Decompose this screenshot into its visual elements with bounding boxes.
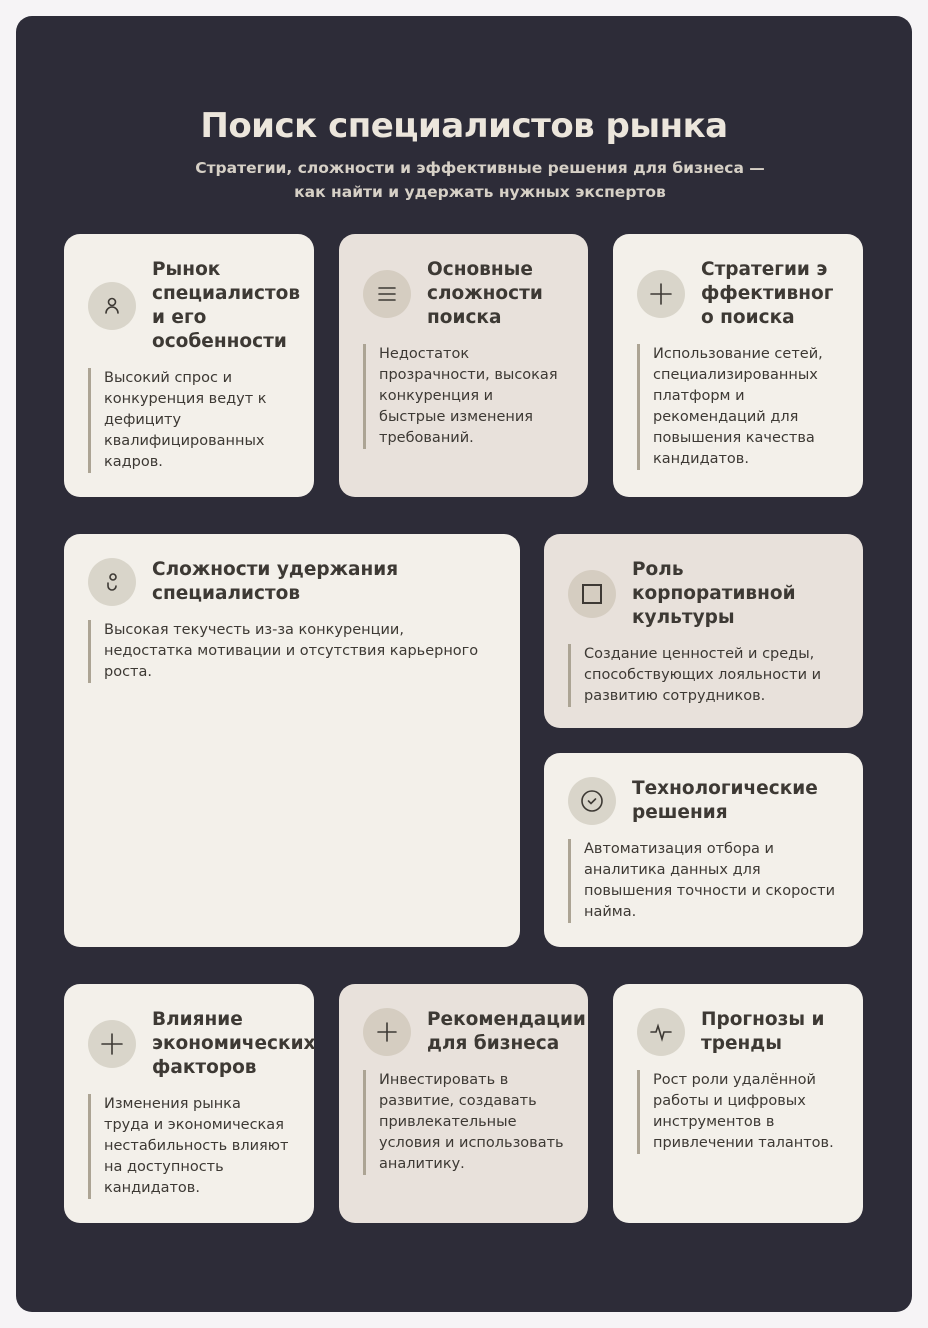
user-icon xyxy=(88,282,136,330)
plus-icon xyxy=(88,1020,136,1068)
card-text: Создание ценностей и среды, способствующих лояльности и развитию сотрудников. xyxy=(568,644,839,707)
card-text: Недостаток прозрачности, высокая конкуренция и быстрые изменения требований. xyxy=(363,344,564,449)
card-market xyxy=(64,234,314,497)
pulse-icon xyxy=(637,1008,685,1056)
card-text: Высокая текучесть из-за конкуренции, недостатка мотивации и отсутствия карьерного роста. xyxy=(88,620,496,683)
card-title: Стратегии эффективного поиска xyxy=(701,259,834,328)
card-recommendations xyxy=(339,984,588,1223)
card-trends xyxy=(613,984,863,1223)
card-technology xyxy=(544,753,863,947)
card-text: Высокий спрос и конкуренция ведут к дефициту квалифицированных кадров. xyxy=(88,368,290,473)
card-title: Основные сложности поиска xyxy=(427,259,543,328)
card-title: Рынок специалистов и его особенности xyxy=(152,259,301,352)
card-title: Роль корпоративной культуры xyxy=(632,559,796,628)
menu-icon xyxy=(363,270,411,318)
card-difficulties xyxy=(339,234,588,497)
check-circle-icon xyxy=(568,777,616,825)
card-text: Инвестировать в развитие, создавать привлекательные условия и использовать аналитику. xyxy=(363,1070,564,1175)
card-title: Технологические решения xyxy=(632,778,818,823)
card-title: Прогнозы и тренды xyxy=(701,1009,825,1054)
square-icon xyxy=(568,570,616,618)
card-title: Рекомендации для бизнеса xyxy=(427,1009,586,1054)
user-retention-icon xyxy=(88,558,136,606)
card-text: Автоматизация отбора и аналитика данных для повышения точности и скорости найма. xyxy=(568,839,839,923)
card-strategies xyxy=(613,234,863,497)
card-economy xyxy=(64,984,314,1223)
card-text: Изменения рынка труда и экономическая нестабильность влияют на доступность кандидатов. xyxy=(88,1094,290,1199)
card-title: Влияние экономических факторов xyxy=(152,1009,316,1078)
card-culture xyxy=(544,534,863,728)
card-text: Использование сетей, специализированных платформ и рекомендаций для повышения качества кандидатов. xyxy=(637,344,839,470)
card-retention xyxy=(64,534,520,947)
plus-icon xyxy=(363,1008,411,1056)
page-title: Поиск специалистов рынка xyxy=(200,106,728,146)
plus-icon xyxy=(637,270,685,318)
page-subtitle: Стратегии, сложности и эффективные решения для бизнеса — как найти и удержать нужных экспертов xyxy=(195,159,765,201)
card-text: Рост роли удалённой работы и цифровых инструментов в привлечении талантов. xyxy=(637,1070,839,1154)
card-title: Сложности удержания специалистов xyxy=(152,559,399,604)
